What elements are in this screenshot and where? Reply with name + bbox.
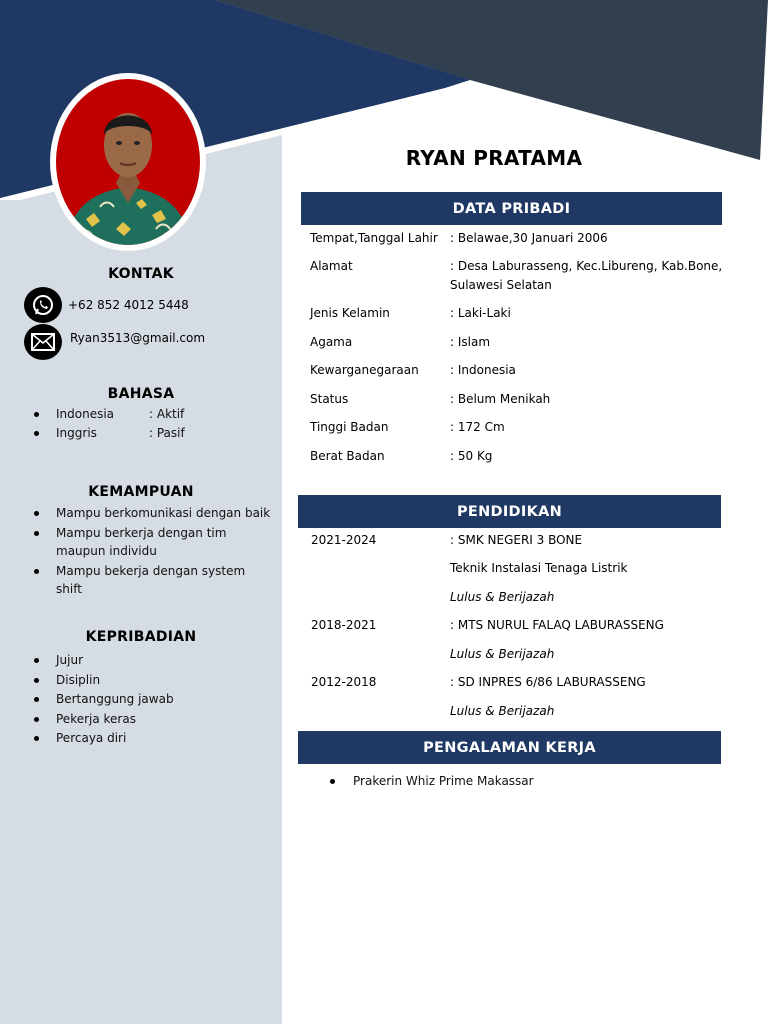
language-list	[32, 405, 272, 443]
education-row	[311, 531, 730, 550]
language-name: Inggris	[56, 426, 97, 440]
info-label: Kewarganegaraan	[310, 363, 419, 377]
info-label: Berat Badan	[310, 449, 385, 463]
list-item: Percaya diri	[32, 729, 272, 749]
education-years: 2018-2021	[311, 618, 377, 632]
info-label: Tinggi Badan	[310, 420, 389, 434]
info-label: Agama	[310, 335, 353, 349]
info-row	[310, 229, 730, 248]
education-note: Lulus & Berijazah	[450, 647, 555, 661]
info-value: : Belum Menikah	[450, 392, 551, 406]
info-value: : Belawae,30 Januari 2006	[450, 231, 608, 245]
email-address: Ryan3513@gmail.com	[70, 331, 206, 345]
sidebar	[0, 0, 282, 1024]
list-item: Mampu berkomunikasi dengan baik	[32, 504, 272, 522]
whatsapp-icon	[24, 287, 62, 323]
personal-data-header: DATA PRIBADI	[301, 192, 722, 225]
person-name: RYAN PRATAMA	[405, 146, 583, 170]
profile-photo	[56, 79, 200, 245]
education-years: 2012-2018	[311, 675, 377, 689]
info-row	[310, 390, 730, 409]
education-row	[311, 616, 730, 635]
list-item: Bertanggung jawab	[32, 690, 272, 710]
list-item: Mampu berkerja dengan tim maupun individu	[32, 524, 272, 560]
info-label: Jenis Kelamin	[310, 306, 390, 320]
list-item: Prakerin Whiz Prime Makassar	[328, 772, 534, 791]
info-label: Alamat	[310, 259, 353, 273]
list-item	[32, 424, 272, 443]
education-row	[311, 673, 730, 692]
info-row	[310, 361, 730, 380]
info-value: : 172 Cm	[450, 420, 505, 434]
education-school: : MTS NURUL FALAQ LABURASSENG	[450, 618, 664, 632]
education-header: PENDIDIKAN	[298, 495, 721, 528]
phone-contact	[24, 287, 189, 323]
info-value: : Islam	[450, 335, 491, 349]
language-level: : Aktif	[149, 407, 185, 421]
info-row	[310, 304, 730, 323]
info-label: Status	[310, 392, 349, 406]
skills-heading: KEMAMPUAN	[88, 484, 194, 500]
info-row	[310, 447, 730, 466]
info-row	[310, 418, 730, 437]
education-note: Lulus & Berijazah	[450, 704, 555, 718]
list-item: Pekerja keras	[32, 710, 272, 730]
contact-heading: KONTAK	[108, 266, 174, 282]
profile-photo-frame	[50, 73, 206, 251]
info-value: : Indonesia	[450, 363, 516, 377]
education-row	[311, 702, 730, 721]
education-row	[311, 588, 730, 607]
info-row	[310, 257, 730, 295]
info-value: : 50 Kg	[450, 449, 493, 463]
info-value: : Laki-Laki	[450, 306, 511, 320]
education-years: 2021-2024	[311, 533, 377, 547]
info-value: : Desa Laburasseng, Kec.Libureng, Kab.Bone, Sulawesi Selatan	[450, 259, 723, 292]
education-note: Lulus & Berijazah	[450, 590, 555, 604]
skills-list	[32, 504, 272, 598]
list-item: Mampu bekerja dengan system shift	[32, 562, 272, 598]
personality-list	[32, 651, 272, 749]
email-contact	[24, 324, 205, 360]
mail-icon	[24, 324, 62, 360]
work-experience-header: PENGALAMAN KERJA	[298, 731, 721, 764]
language-level: : Pasif	[149, 426, 185, 440]
list-item	[32, 405, 272, 424]
language-name: Indonesia	[56, 407, 115, 421]
info-label: Tempat,Tanggal Lahir	[310, 231, 438, 245]
list-item: Disiplin	[32, 671, 272, 691]
education-row	[311, 645, 730, 664]
education-row	[311, 559, 730, 578]
language-heading: BAHASA	[107, 386, 175, 402]
info-row	[310, 333, 730, 352]
education-school: : SD INPRES 6/86 LABURASSENG	[450, 675, 646, 689]
education-major: Teknik Instalasi Tenaga Listrik	[450, 561, 628, 575]
portrait-image	[56, 79, 200, 245]
work-experience-list	[328, 772, 534, 791]
personality-heading: KEPRIBADIAN	[85, 629, 197, 645]
phone-number: +62 852 4012 5448	[68, 298, 189, 312]
education-school: : SMK NEGERI 3 BONE	[450, 533, 583, 547]
main-content	[282, 0, 768, 1024]
list-item: Jujur	[32, 651, 272, 671]
